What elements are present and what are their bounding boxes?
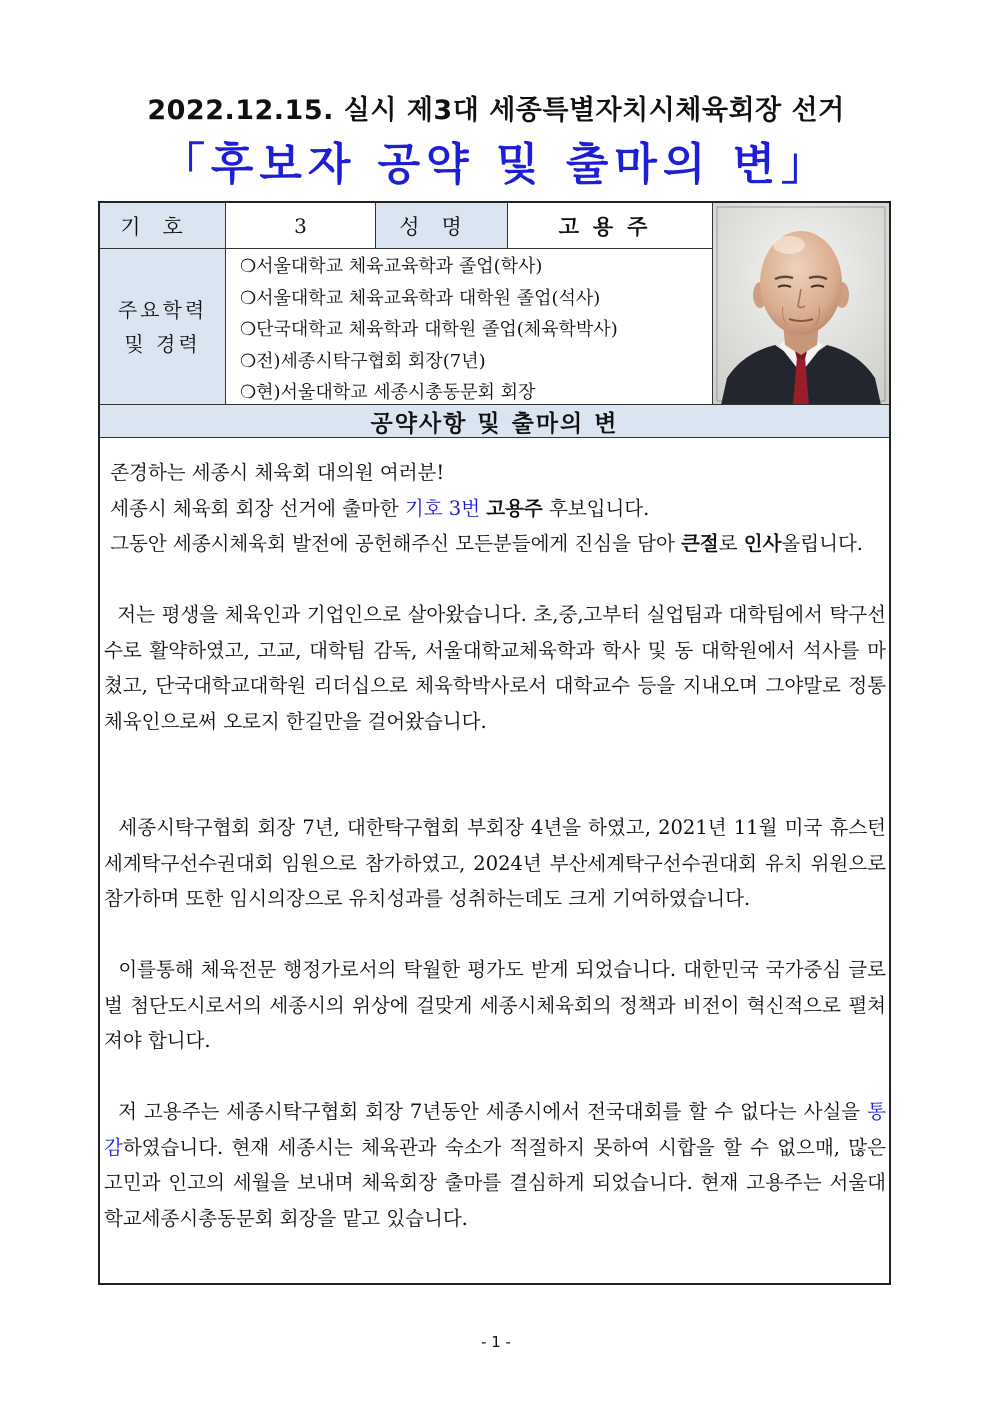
- career-paragraph: 저는 평생을 체육인과 기업인으로 살아왔습니다. 초,중,고부터 실업팀과 대학팀에서 탁구선수로 활약하였고, 고교, 대학팀 감독, 서울대학교체육학과 학사 및 동 대학원에서 석사를 마쳤고, 단국대학교대학원 리더십으로 체육학박사로서 대학교수 등을 지내오며 그야말로 정통 체육인으로써 오로지 한길만을 걸어왔습니다.: [104, 603, 886, 733]
- body-paragraph: [100, 810, 889, 917]
- candidate-portrait-image: [713, 203, 889, 405]
- number-value-cell: [226, 203, 376, 249]
- pledge-section-heading: [100, 405, 889, 438]
- vision-paragraph: 이를통해 체육전문 행정가로서의 탁월한 평가도 받게 되었습니다. 대한민국 국가중심 글로벌 첨단도시로서의 세종시의 위상에 걸맞게 세종시체육회의 정책과 비전이 혁신적으로 펼쳐져야 합니다.: [104, 958, 886, 1052]
- motivation-text-end: 하였습니다. 현재 세종시는 체육관과 숙소가 적절하지 못하여 시합을 할 수 없으매, 많은 고민과 인고의 세월을 보내며 체육회장 출마를 결심하게 되었습니다. 현재 고용주는 서울대학교세종시총동문회 회장을 맡고 있습니다.: [104, 1135, 886, 1230]
- career-item: ❍서울대학교 체육교육학과 졸업(학사): [240, 256, 543, 277]
- motivation-text: 저 고용주는 세종시탁구협회 회장 7년동안 세종시에서 전국대회를 할 수 없다는 사실을: [118, 1100, 868, 1123]
- election-subtitle: 2022.12.15. 실시 제3대 세종특별자치시체육회장 선거: [147, 95, 845, 126]
- body-paragraph: [100, 597, 889, 739]
- number-value: 3: [294, 213, 307, 238]
- name-value-cell: [508, 203, 713, 249]
- intro-text: 세종시 체육회 회장 선거에 출마한: [110, 496, 405, 520]
- candidate-number-highlight: 기호 3번: [404, 496, 481, 520]
- document-title: 「후보자 공약 및 출마의 변」: [160, 139, 832, 190]
- name-label: 성명: [399, 214, 484, 239]
- thanks-text: 그동안 세종시체육회 발전에 공헌해주신 모든분들에게 진심을 담아: [110, 532, 682, 555]
- intro-text-end: 후보입니다.: [542, 496, 650, 520]
- number-label-cell: [100, 203, 226, 249]
- career-label-cell: [100, 249, 226, 405]
- candidate-photo: [713, 203, 889, 405]
- pledge-section-title: 공약사항 및 출마의 변: [370, 409, 619, 437]
- name-label-cell: [376, 203, 508, 249]
- candidate-name-highlight: 고용주: [486, 496, 543, 520]
- thanks-connector: 로: [718, 532, 744, 555]
- page-number: - 1 -: [481, 1333, 511, 1351]
- body-paragraph: [100, 526, 889, 562]
- name-value: 고용주: [558, 213, 662, 239]
- career-item: ❍단국대학교 체육학과 대학원 졸업(체육학박사): [240, 319, 618, 340]
- bow-highlight: 큰절: [681, 532, 719, 555]
- pledge-body: [100, 455, 889, 1236]
- career-label-line1: 주요학력: [117, 297, 208, 322]
- achievements-paragraph: 세종시탁구협회 회장 7년, 대한탁구협회 부회장 4년을 하였고, 2021년 11월 미국 휴스턴 세계탁구선수권대회 임원으로 참가하였고, 2024년 부산세계탁구선수권대회 유치 위원으로 참가하며 또한 임시의장으로 유치성과를 성취하는데도 크게 기여하였습니다.: [104, 816, 886, 910]
- body-paragraph: [100, 491, 889, 527]
- career-item: ❍현)서울대학교 세종시총동문회 회장: [240, 382, 536, 403]
- greeting-text: 존경하는 세종시 체육회 대의원 여러분!: [110, 461, 445, 484]
- body-paragraph: [100, 455, 889, 491]
- body-paragraph: [100, 1094, 889, 1236]
- body-paragraph: [100, 952, 889, 1059]
- regret-highlight: 통감: [104, 1100, 886, 1159]
- career-list: [226, 249, 713, 405]
- career-item: ❍서울대학교 체육교육학과 대학원 졸업(석사): [240, 287, 601, 309]
- greeting-highlight: 인사: [743, 532, 782, 555]
- career-label-line2: 및 경력: [124, 331, 201, 356]
- number-label: 기호: [120, 214, 205, 239]
- thanks-text-end: 올립니다.: [781, 532, 863, 555]
- career-item: ❍전)세종시탁구협회 회장(7년): [240, 350, 486, 372]
